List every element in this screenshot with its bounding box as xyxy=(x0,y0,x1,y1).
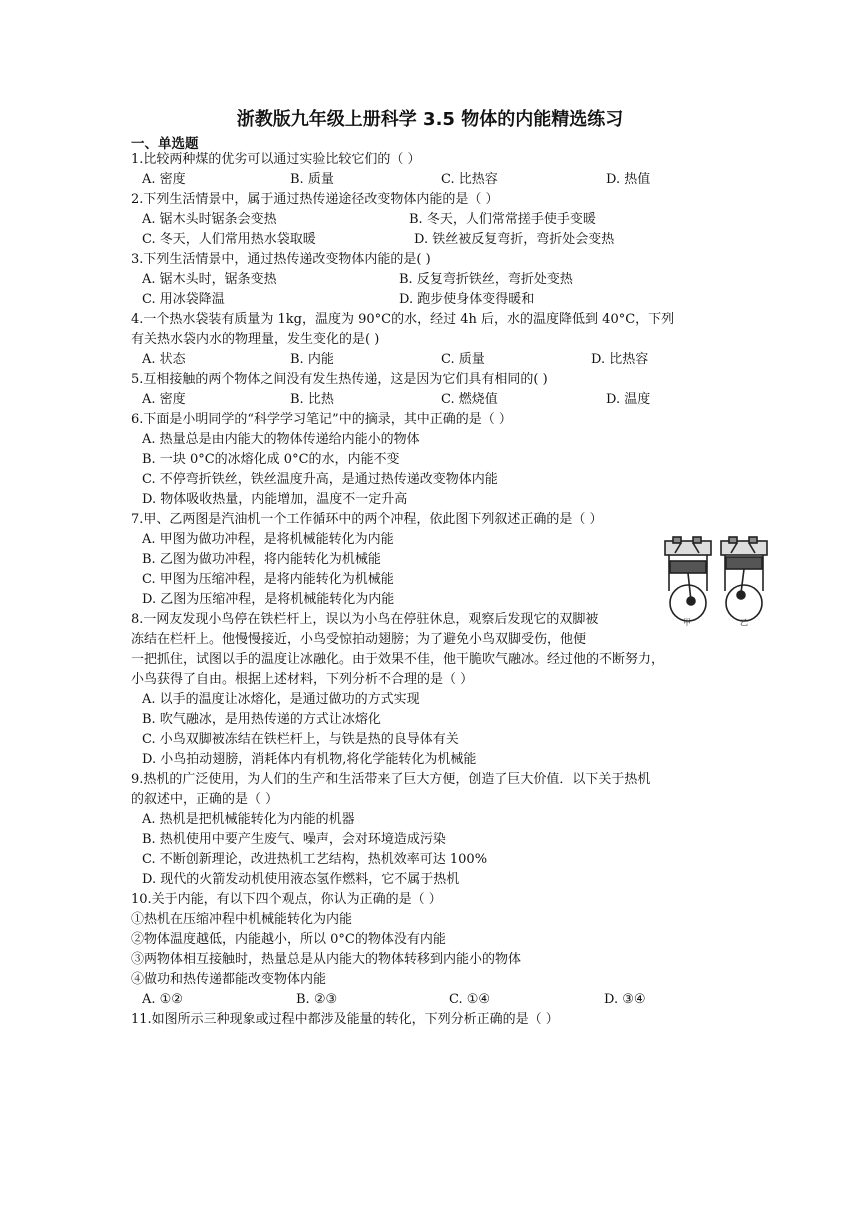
q2-option-d: D. 铁丝被反复弯折，弯折处会变热 xyxy=(414,232,615,247)
q10-option-a: A. ①② xyxy=(142,992,183,1007)
q9-option-c: C. 不断创新理论，改进热机工艺结构，热机效率可达 100% xyxy=(142,852,488,867)
question-7-stem: 7.甲、乙两图是汽油机一个工作循环中的两个冲程，依此图下列叙述正确的是（ ） xyxy=(131,512,603,527)
q10-statement-2: ②物体温度越低，内能越小，所以 0°C的物体没有内能 xyxy=(131,932,446,947)
q8-option-c: C. 小鸟双脚被冻结在铁栏杆上，与铁是热的良导体有关 xyxy=(142,732,459,747)
q2-option-c: C. 冬天，人们常用热水袋取暖 xyxy=(142,232,316,247)
q7-option-c: C. 甲图为压缩冲程，是将内能转化为机械能 xyxy=(142,572,394,587)
question-3-stem: 3.下列生活情景中，通过热传递改变物体内能的是( ) xyxy=(131,252,431,267)
figure-a-label: 甲 xyxy=(683,618,691,627)
question-9-stem-line-1: 9.热机的广泛使用，为人们的生产和生活带来了巨大方便，创造了巨大价值．以下关于热机 xyxy=(131,772,651,787)
q10-statement-3: ③两物体相互接触时，热量总是从内能大的物体转移到内能小的物体 xyxy=(131,952,522,967)
q4-option-b: B. 内能 xyxy=(290,352,334,367)
q6-option-c: C. 不停弯折铁丝，铁丝温度升高，是通过热传递改变物体内能 xyxy=(142,472,498,487)
q1-option-c: C. 比热容 xyxy=(441,172,498,187)
question-8-stem-line-1: 8.一网友发现小鸟停在铁栏杆上，误以为小鸟在停驻休息，观察后发现它的双脚被 xyxy=(131,612,599,627)
q3-option-d: D. 跑步使身体变得暖和 xyxy=(399,292,535,307)
q2-option-b: B. 冬天，人们常常搓手使手变暖 xyxy=(409,212,596,227)
engine-figure-b xyxy=(721,537,767,621)
q9-option-d: D. 现代的火箭发动机使用液态氢作燃料，它不属于热机 xyxy=(142,872,460,887)
q3-option-b: B. 反复弯折铁丝，弯折处变热 xyxy=(399,272,573,287)
q9-option-a: A. 热机是把机械能转化为内能的机器 xyxy=(142,812,355,827)
q5-option-a: A. 密度 xyxy=(142,392,186,407)
q6-option-b: B. 一块 0°C的冰熔化成 0°C的水，内能不变 xyxy=(142,452,400,467)
q10-option-c: C. ①④ xyxy=(449,992,491,1007)
page-title: 浙教版九年级上册科学 3.5 物体的内能精选练习 xyxy=(236,109,624,130)
q10-statement-1: ①热机在压缩冲程中机械能转化为内能 xyxy=(131,912,353,927)
q5-option-b: B. 比热 xyxy=(290,392,334,407)
q10-option-b: B. ②③ xyxy=(296,992,338,1007)
q8-option-a: A. 以手的温度让冰熔化，是通过做功的方式实现 xyxy=(142,692,420,707)
q3-option-c: C. 用冰袋降温 xyxy=(142,292,225,307)
question-5-stem: 5.互相接触的两个物体之间没有发生热传递，这是因为它们具有相同的( ) xyxy=(131,372,548,387)
q1-option-d: D. 热值 xyxy=(606,172,651,187)
q1-option-b: B. 质量 xyxy=(290,172,334,187)
question-1-stem: 1.比较两种煤的优劣可以通过实验比较它们的（ ） xyxy=(131,152,421,167)
question-4-stem-line-1: 4.一个热水袋装有质量为 1kg，温度为 90°C的水，经过 4h 后，水的温度降低到 40°C，下列 xyxy=(131,312,675,327)
section-heading: 一、单选题 xyxy=(131,136,199,152)
q7-option-a: A. 甲图为做功冲程，是将机械能转化为内能 xyxy=(142,532,394,547)
q4-option-d: D. 比热容 xyxy=(591,352,649,367)
q6-option-d: D. 物体吸收热量，内能增加，温度不一定升高 xyxy=(142,492,408,507)
figure-b-label: 乙 xyxy=(740,618,748,627)
q7-option-b: B. 乙图为做功冲程，将内能转化为机械能 xyxy=(142,552,381,567)
question-2-stem: 2.下列生活情景中，属于通过热传递途径改变物体内能的是（ ） xyxy=(131,192,499,207)
question-4-stem-line-2: 有关热水袋内水的物理量，发生变化的是( ) xyxy=(131,332,380,347)
q10-option-d: D. ③④ xyxy=(604,992,646,1007)
q7-option-d: D. 乙图为压缩冲程，是将机械能转化为内能 xyxy=(142,592,395,607)
question-8-stem-line-4: 小鸟获得了自由。根据上述材料，下列分析不合理的是（ ） xyxy=(131,672,474,687)
q8-option-d: D. 小鸟拍动翅膀，消耗体内有机物,将化学能转化为机械能 xyxy=(142,752,477,767)
q1-option-a: A. 密度 xyxy=(142,172,186,187)
q5-option-d: D. 温度 xyxy=(606,392,651,407)
q5-option-c: C. 燃烧值 xyxy=(441,392,498,407)
question-10-stem: 10.关于内能，有以下四个观点，你认为正确的是（ ） xyxy=(131,892,442,907)
q8-option-b: B. 吹气融冰，是用热传递的方式让冰熔化 xyxy=(142,712,381,727)
q3-option-a: A. 锯木头时，锯条变热 xyxy=(142,272,277,287)
engine-figure-a xyxy=(665,537,711,621)
q4-option-a: A. 状态 xyxy=(142,352,186,367)
q2-option-a: A. 锯木头时锯条会变热 xyxy=(142,212,277,227)
question-8-stem-line-2: 冻结在栏杆上。他慢慢接近，小鸟受惊拍动翅膀；为了避免小鸟双脚受伤，他便 xyxy=(131,632,587,647)
question-11-stem: 11.如图所示三种现象或过程中都涉及能量的转化，下列分析正确的是（ ） xyxy=(131,1012,559,1027)
question-8-stem-line-3: 一把抓住，试图以手的温度让冰融化。由于效果不佳，他干脆吹气融冰。经过他的不断努力， xyxy=(131,652,665,667)
q10-statement-4: ④做功和热传递都能改变物体内能 xyxy=(131,972,327,987)
q6-option-a: A. 热量总是由内能大的物体传递给内能小的物体 xyxy=(142,432,420,447)
engine-strokes-figure xyxy=(661,535,771,627)
question-9-stem-line-2: 的叙述中，正确的是（ ） xyxy=(131,792,279,807)
q9-option-b: B. 热机使用中要产生废气、噪声，会对环境造成污染 xyxy=(142,832,446,847)
question-6-stem: 6.下面是小明同学的“科学学习笔记”中的摘录，其中正确的是（ ） xyxy=(131,412,512,427)
q4-option-c: C. 质量 xyxy=(441,352,485,367)
